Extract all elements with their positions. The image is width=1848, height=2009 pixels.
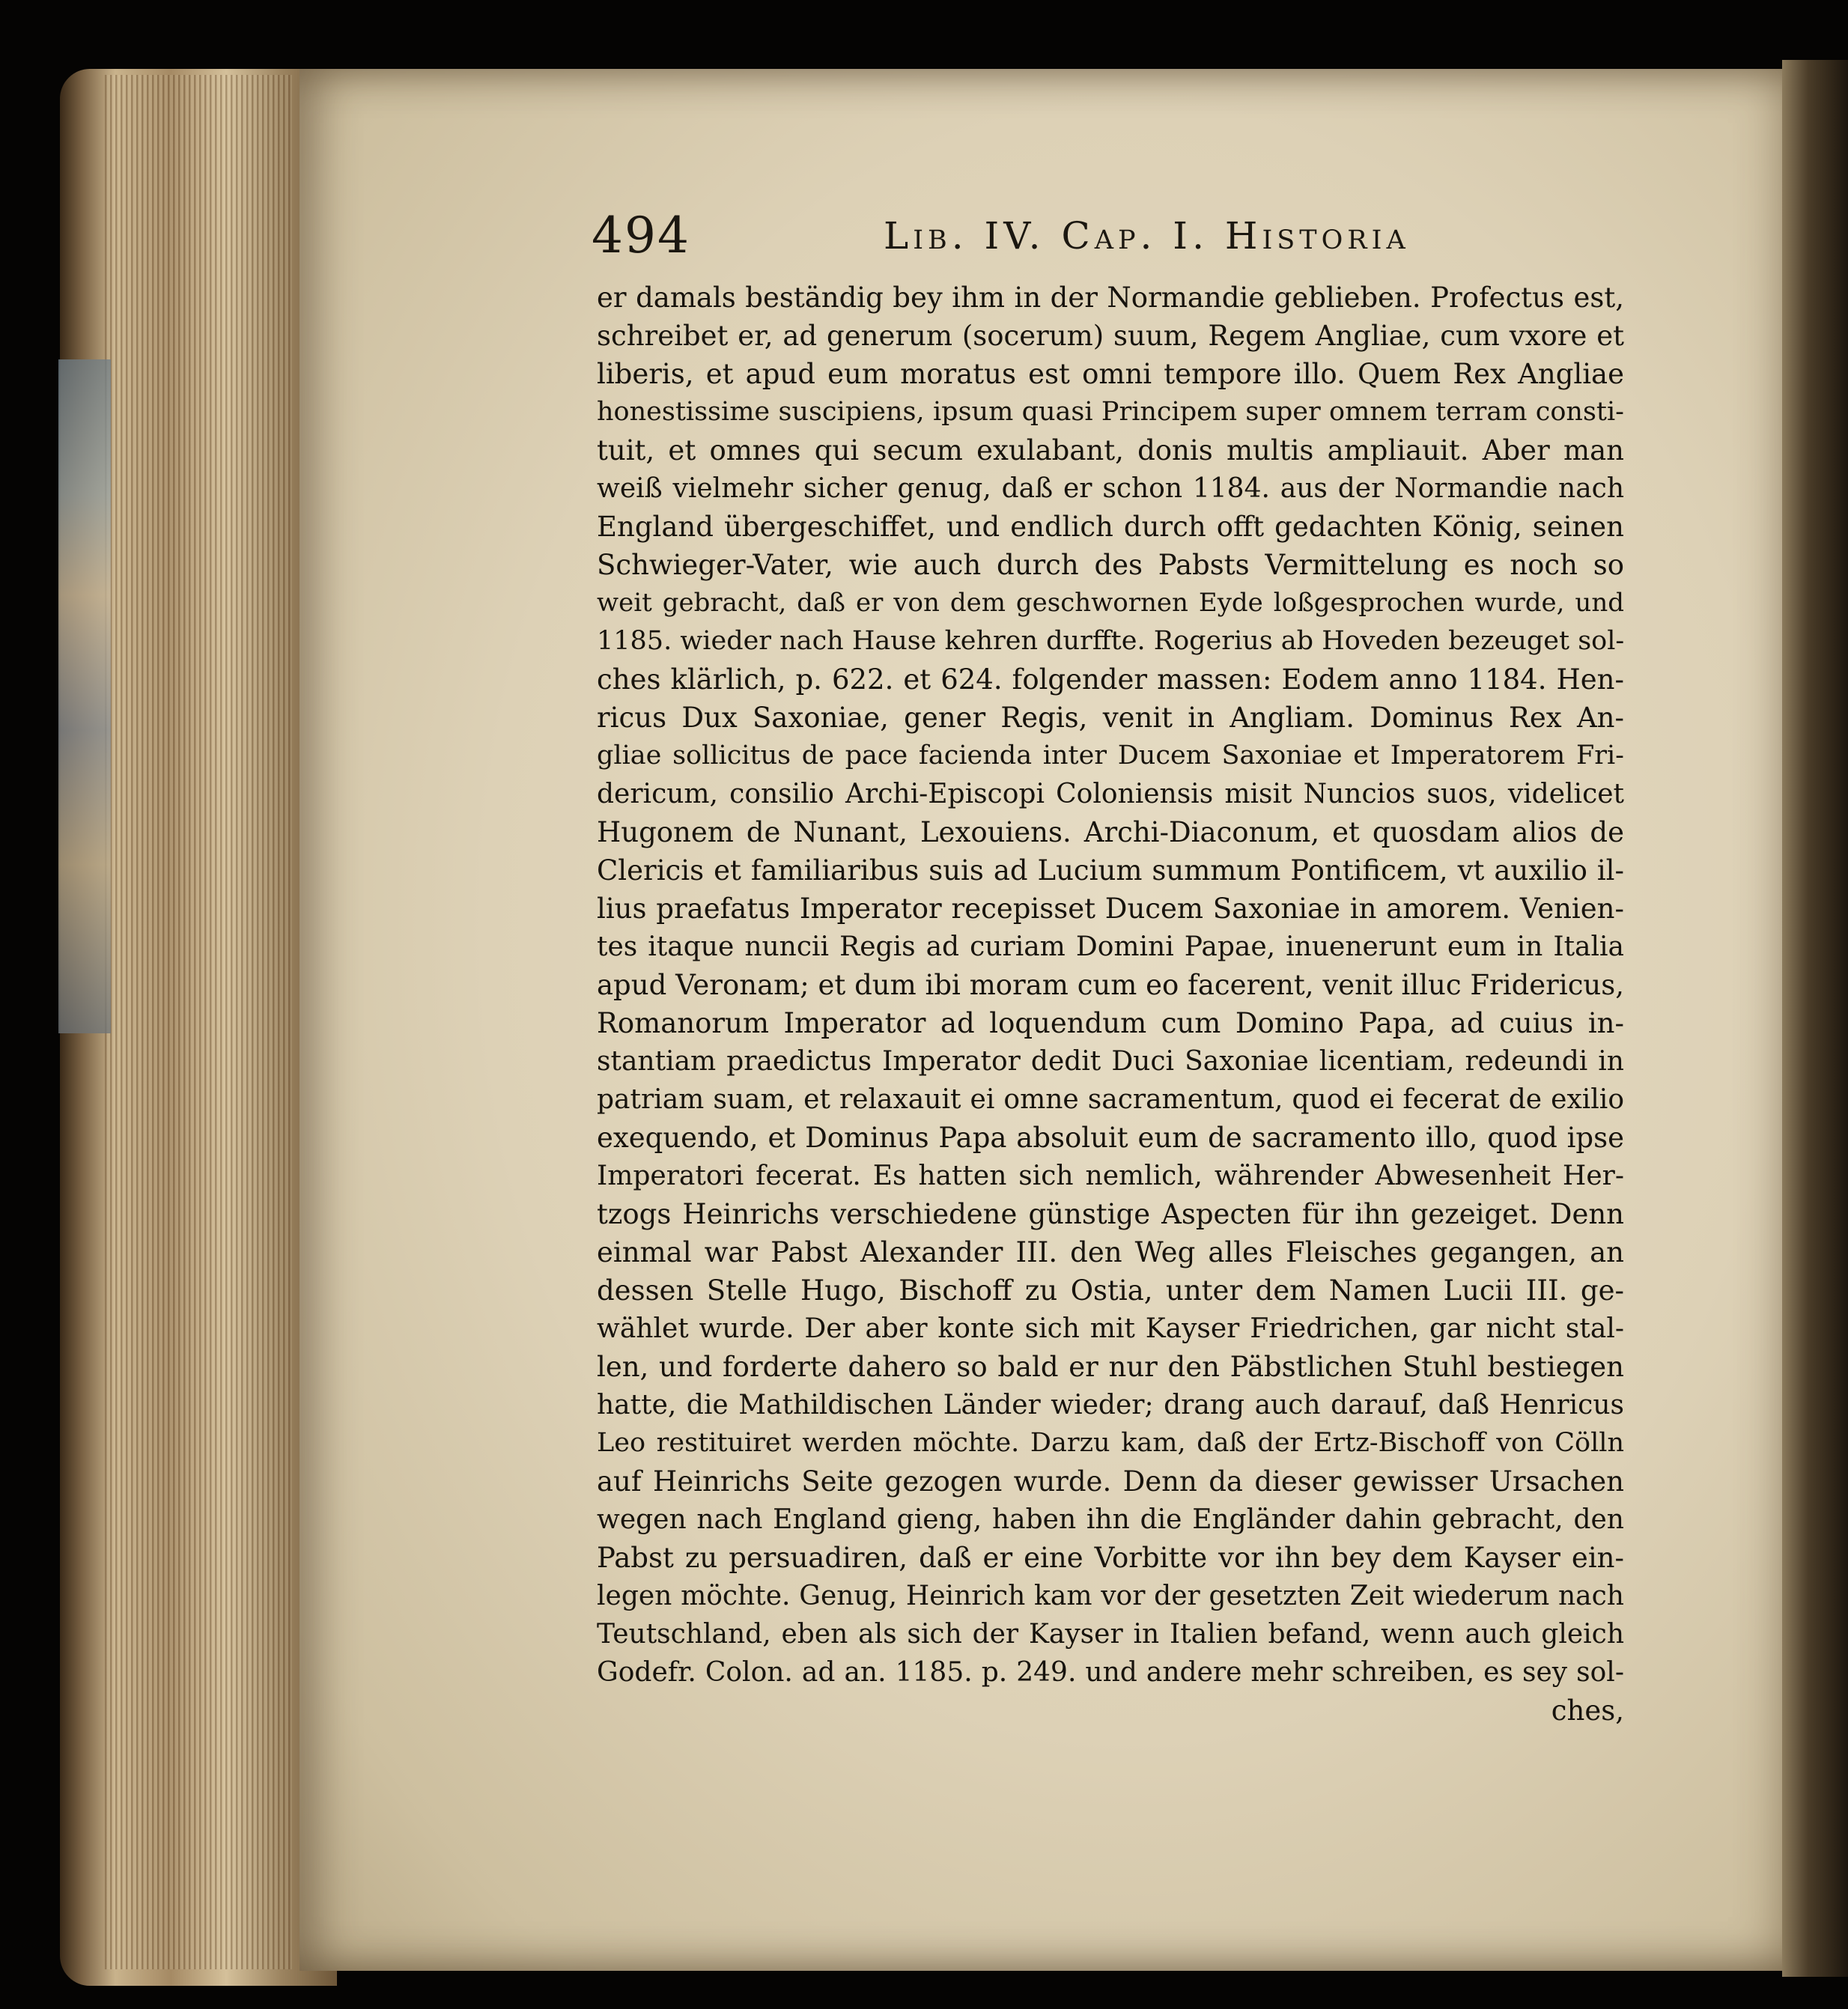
text-line: tuit, et omnes qui secum exulabant, donis multis ampliauit. Aber man (597, 434, 1624, 466)
text-line: patriam suam, et relaxauit ei omne sacramentum, quod ei fecerat de exilio (597, 1084, 1624, 1115)
body-text (597, 279, 1624, 1730)
text-line: wegen nach England gieng, haben ihn die Engländer dahin gebracht, den (597, 1504, 1624, 1535)
text-line: ches klärlich, p. 622. et 624. folgender massen: Eodem anno 1184. Hen- (597, 663, 1624, 696)
text-line: dericum, consilio Archi-Episcopi Coloniensis misit Nuncios suos, videlicet (597, 779, 1624, 809)
text-line: len, und forderte dahero so bald er nur den Päbstlichen Stuhl bestiegen (597, 1351, 1624, 1383)
text-line: Imperatori fecerat. Es hatten sich nemlich, währender Abwesenheit Her- (597, 1161, 1624, 1191)
text-line: Pabst zu persuadiren, daß er eine Vorbitte vor ihn bey dem Kayser ein- (597, 1542, 1624, 1574)
text-line: dessen Stelle Hugo, Bischoff zu Ostia, unter dem Namen Lucii III. ge- (597, 1274, 1624, 1307)
text-line: ches, (1551, 1695, 1624, 1727)
text-line: hatte, die Mathildischen Länder wieder; drang auch darauf, daß Henricus (597, 1390, 1624, 1420)
text-line: weit gebracht, daß er von dem geschwornen Eyde loßgesprochen wurde, und (597, 588, 1624, 618)
text-line: Godefr. Colon. ad an. 1185. p. 249. und andere mehr schreiben, es sey sol- (597, 1657, 1624, 1688)
text-line: liberis, et apud eum moratus est omni tempore illo. Quem Rex Angliae (597, 358, 1624, 390)
text-line: stantiam praedictus Imperator dedit Duci Saxoniae licentiam, redeundi in (597, 1046, 1624, 1077)
text-line: Teutschland, eben als sich der Kayser in Italien befand, wenn auch gleich (597, 1619, 1624, 1650)
text-line: tes itaque nuncii Regis ad curiam Domini Papae, inuenerunt eum in Italia (597, 931, 1624, 962)
text-line: honestissime suscipiens, ipsum quasi Principem super omnem terram consti- (597, 397, 1624, 427)
book-gutter (1782, 60, 1848, 1977)
text-line: er damals beständig bey ihm in der Normandie geblieben. Profectus est, (597, 282, 1624, 314)
text-line: Romanorum Imperator ad loquendum cum Domino Papa, ad cuius in- (597, 1007, 1624, 1039)
text-line: einmal war Pabst Alexander III. den Weg alles Fleisches gegangen, an (597, 1236, 1624, 1268)
text-line: legen möchte. Genug, Heinrich kam vor der gesetzten Zeit wiederum nach (597, 1581, 1624, 1611)
text-line: auf Heinrichs Seite gezogen wurde. Denn da dieser gewisser Ursachen (597, 1465, 1624, 1498)
text-line: gliae sollicitus de pace facienda inter Ducem Saxoniae et Imperatorem Fri- (597, 741, 1624, 771)
text-line: Schwieger-Vater, wie auch durch des Pabsts Vermittelung es noch so (597, 549, 1624, 581)
text-line: apud Veronam; et dum ibi moram cum eo facerent, venit illuc Fridericus, (597, 969, 1624, 1001)
text-line: wählet wurde. Der aber konte sich mit Kayser Friedrichen, gar nicht stal- (597, 1313, 1624, 1344)
text-line: Clericis et familiaribus suis ad Lucium summum Pontificem, vt auxilio il- (597, 854, 1624, 887)
text-line: tzogs Heinrichs verschiedene günstige Aspecten für ihn gezeiget. Denn (597, 1198, 1624, 1230)
text-line: 1185. wieder nach Hause kehren durffte. Rogerius ab Hoveden bezeuget sol- (597, 626, 1624, 656)
text-line: schreibet er, ad generum (socerum) suum, Regem Angliae, cum vxore et (597, 320, 1624, 352)
page-header (592, 207, 1625, 267)
text-line: Hugonem de Nunant, Lexouiens. Archi-Diaconum, et quosdam alios de (597, 816, 1624, 848)
text-line: weiß vielmehr sicher genug, daß er schon 1184. aus der Normandie nach (597, 473, 1624, 504)
text-line: lius praefatus Imperator recepisset Ducem Saxoniae in amorem. Venien- (597, 893, 1624, 925)
text-line: ricus Dux Saxoniae, gener Regis, venit in Angliam. Dominus Rex An- (597, 702, 1624, 734)
marbled-cover (58, 359, 111, 1033)
page-edges (105, 75, 292, 1969)
text-line: England übergeschiffet, und endlich durch offt gedachten König, seinen (597, 511, 1624, 543)
text-line: Leo restituiret werden möchte. Darzu kam, daß der Ertz-Bischoff von Cölln (597, 1428, 1624, 1458)
page-number: 494 (592, 207, 690, 264)
text-line: exequendo, et Dominus Papa absoluit eum de sacramento illo, quod ipse (597, 1122, 1624, 1154)
running-title: Lib. IV. Cap. I. Historia (884, 214, 1410, 258)
